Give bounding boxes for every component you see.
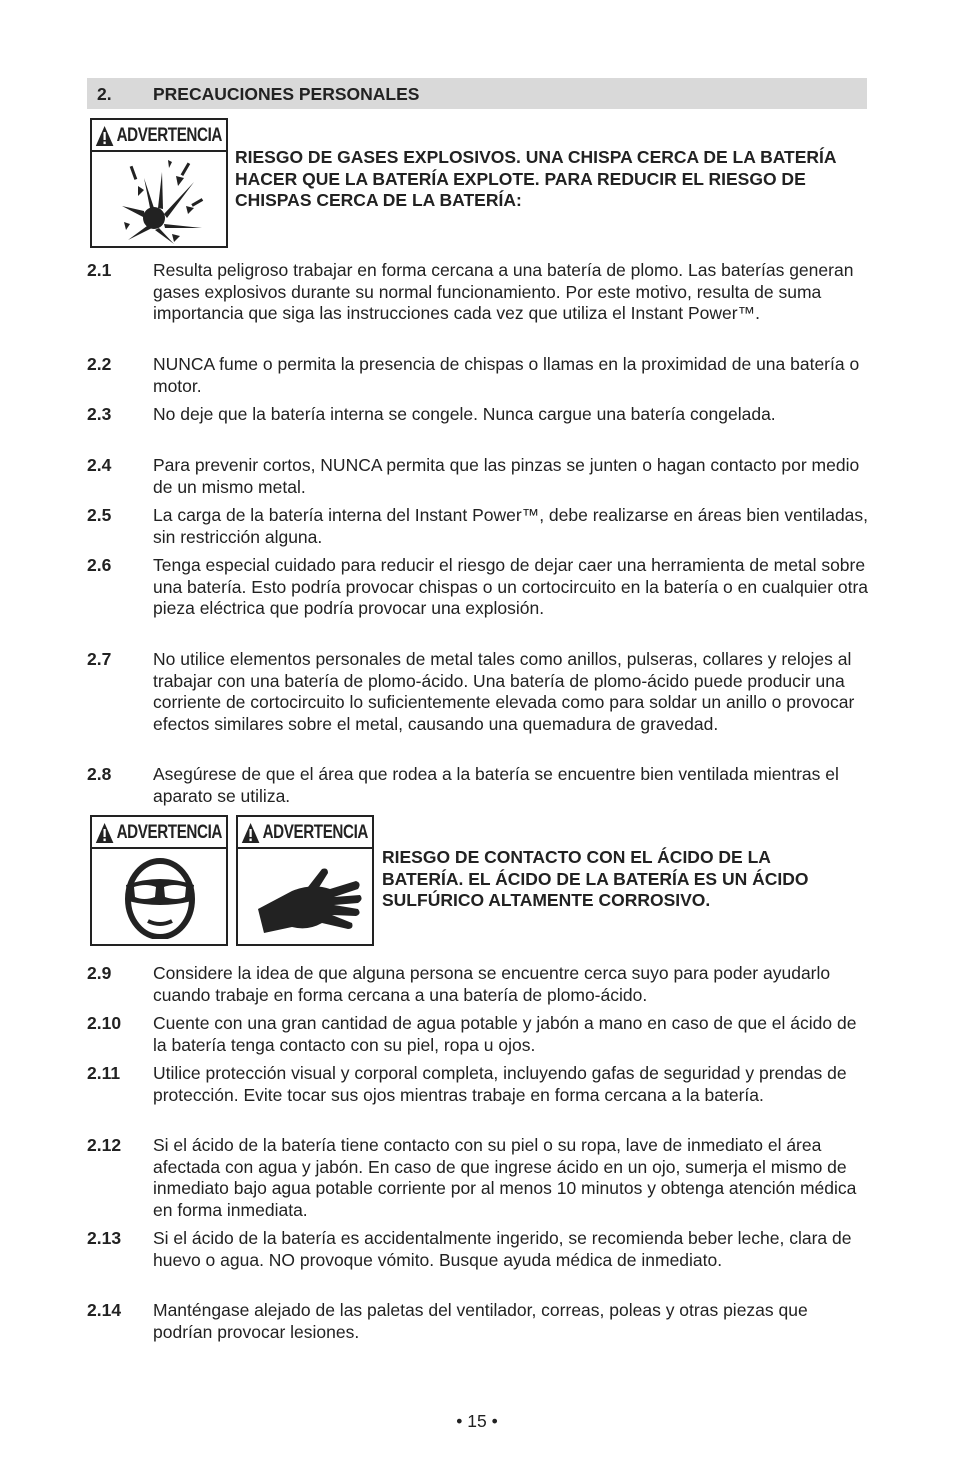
list-item: 2.6 Tenga especial cuidado para reducir el riesgo de dejar caer una herramienta de metal sobre una batería. Esto podría provocar chispas o un cortocircuito en la batería o en cualquier otra pieza eléctrica que podría provocar una explosión.	[87, 555, 869, 618]
warning-header	[95, 122, 222, 150]
list-item: 2.11 Utilice protección visual y corporal completa, incluyendo gafas de seguridad y prendas de protección. Evite tocar sus ojos mientras trabaje en forma cercana a la batería.	[87, 1063, 847, 1105]
warning-header	[241, 819, 368, 847]
list-item: 2.2 NUNCA fume o permita la presencia de chispas o llamas en la proximidad de una batería o motor.	[87, 354, 860, 396]
warning-triangle-icon	[95, 822, 114, 844]
list-item: 2.9 Considere la idea de que alguna persona se encuentre cerca suyo para poder ayudarlo cuando trabaje en forma cercana a una batería de plomo-ácido.	[87, 963, 831, 1005]
warning-header	[95, 819, 222, 847]
list-item: 2.1 Resulta peligroso trabajar en forma cercana a una batería de plomo. Las baterías generan gases explosivos durante su normal funcionamiento. Por este motivo, resulta de suma importancia que siga las instrucciones cada vez que utiliza el Instant Power™.	[87, 260, 854, 323]
list-item: 2.8 Asegúrese de que el área que rodea a la batería se encuentre bien ventilada mientras el aparato se utiliza.	[87, 764, 839, 806]
page-number: • 15 •	[456, 1411, 498, 1431]
safety-goggles-icon	[122, 855, 198, 939]
warning-triangle-icon	[241, 822, 260, 844]
list-item: 2.7 No utilice elementos personales de metal tales como anillos, pulseras, collares y relojes al trabajar con una batería de plomo-ácido. Una batería de plomo-ácido puede producir una corriente de cortocircuito lo suficientemente elevada como para soldar un anillo o provocar efectos similares sobre el metal, causando una quemadura de gravedad.	[87, 649, 855, 734]
warning-box-goggles	[90, 815, 228, 946]
warning-text-acid: RIESGO DE CONTACTO CON EL ÁCIDO DE LA BATERÍA. EL ÁCIDO DE LA BATERÍA ES UN ÁCIDO SULFÚRICO ALTAMENTE CORROSIVO.	[382, 847, 809, 910]
list-item: 2.14 Manténgase alejado de las paletas del ventilador, correas, poleas y otras piezas que podrían provocar lesiones.	[87, 1300, 808, 1342]
explosion-icon	[114, 156, 208, 244]
warning-box-explosion	[90, 118, 228, 248]
list-item: 2.10 Cuente con una gran cantidad de agua potable y jabón a mano en caso de que el ácido de la batería tenga contacto con su piel, ropa u ojos.	[87, 1013, 857, 1055]
warning-label: ADVERTENCIA	[116, 822, 222, 843]
list-item: 2.12 Si el ácido de la batería tiene contacto con su piel o su ropa, lave de inmediato el área afectada con agua y jabón. En caso de que ingrese ácido en un ojo, sumerja el mismo de inmediato bajo agua potable corriente por al menos 10 minutos y obtenga atención médica en forma inmediata.	[87, 1135, 857, 1220]
warning-text-explosion: RIESGO DE GASES EXPLOSIVOS. UNA CHISPA CERCA DE LA BATERÍA HACER QUE LA BATERÍA EXPLOTE. PARA REDUCIR EL RIESGO DE CHISPAS CERCA DE LA BATERÍA:	[235, 147, 836, 210]
warning-box-glove	[236, 815, 374, 946]
list-item: 2.5 La carga de la batería interna del Instant Power™, debe realizarse en áreas bien ventiladas, sin restricción alguna.	[87, 505, 869, 547]
list-item: 2.4 Para prevenir cortos, NUNCA permita que las pinzas se junten o hagan contacto por medio de un mismo metal.	[87, 455, 860, 497]
warning-label: ADVERTENCIA	[116, 125, 222, 146]
warning-triangle-icon	[95, 125, 114, 147]
section-title: PRECAUCIONES PERSONALES	[153, 84, 420, 104]
rubber-glove-icon	[252, 859, 364, 939]
list-item: 2.13 Si el ácido de la batería es accidentalmente ingerido, se recomienda beber leche, clara de huevo o agua. NO provoque vómito. Busque ayuda médica de inmediato.	[87, 1228, 852, 1270]
section-header	[87, 78, 867, 109]
section-number: 2.	[97, 84, 112, 104]
warning-label: ADVERTENCIA	[262, 822, 368, 843]
list-item: 2.3 No deje que la batería interna se congele. Nunca cargue una batería congelada.	[87, 404, 776, 424]
